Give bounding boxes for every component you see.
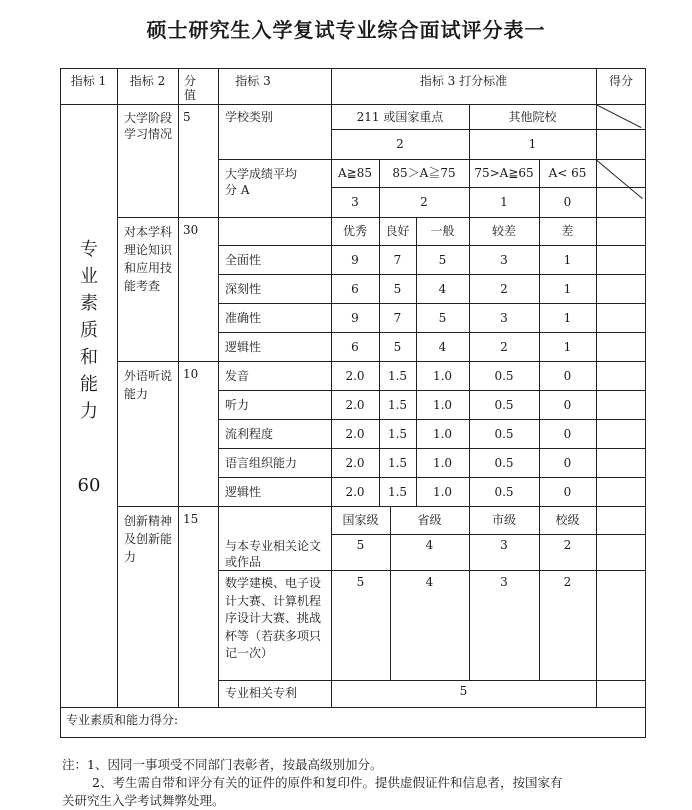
criterion-value: 1.5 xyxy=(387,485,408,499)
criterion-value: 1.5 xyxy=(387,456,408,470)
language-score: 10 xyxy=(183,367,199,381)
criterion-value: 1.0 xyxy=(432,456,453,470)
level-excellent: 优秀 xyxy=(342,224,367,238)
criterion-value: 0 xyxy=(563,485,572,499)
criterion-value: 5 xyxy=(393,282,402,296)
gpa-val: 3 xyxy=(351,195,359,209)
criterion-name: 语言组织能力 xyxy=(225,456,298,470)
criterion-value: 9 xyxy=(351,311,359,325)
page-title: 硕士研究生入学复试专业综合面试评分表一 xyxy=(146,18,546,42)
gpa-col: A< 65 xyxy=(548,166,587,180)
innovation-label: 创新精神及创新能力 xyxy=(124,514,173,564)
criterion-value: 0.5 xyxy=(494,398,514,412)
level-good: 良好 xyxy=(385,224,410,238)
gpa-val: 2 xyxy=(420,195,428,209)
school-col-other: 其他院校 xyxy=(508,110,557,124)
criterion-value: 3 xyxy=(500,253,508,267)
criterion-value: 6 xyxy=(351,340,359,354)
contest-value: 5 xyxy=(356,575,365,589)
criterion-value: 1.0 xyxy=(432,398,453,412)
paper-label: 与本专业相关论文或作品 xyxy=(225,539,322,569)
note-line-2: 2、考生需自带和评分有关的证件的原件和复印件。提供虚假证件和信息者，按国家有 xyxy=(92,775,563,790)
study-label: 大学阶段学习情况 xyxy=(124,111,173,141)
criterion-value: 1.5 xyxy=(387,398,408,412)
criterion-value: 3 xyxy=(500,311,508,325)
criterion-value: 2 xyxy=(500,282,508,296)
criterion-value: 0.5 xyxy=(494,369,514,383)
school-val-key: 2 xyxy=(396,137,404,151)
criterion-value: 2.0 xyxy=(345,398,365,412)
criterion-value: 1 xyxy=(563,253,572,267)
school-type-label: 学校类别 xyxy=(225,110,274,124)
criterion-value: 0 xyxy=(563,398,572,412)
criterion-value: 0.5 xyxy=(494,485,514,499)
header-indicator-3: 指标 3 xyxy=(235,74,271,88)
criterion-value: 1.5 xyxy=(387,369,408,383)
header-scoring-standard: 指标 3 打分标准 xyxy=(419,74,508,88)
note-line-3: 关研究生入学考试舞弊处理。 xyxy=(62,793,225,808)
gpa-col: 75>A≧65 xyxy=(474,166,534,180)
criterion-value: 0 xyxy=(563,427,572,441)
criterion-value: 7 xyxy=(393,253,402,267)
criterion-value: 1.0 xyxy=(432,369,453,383)
contest-value: 4 xyxy=(425,575,434,589)
criterion-name: 逻辑性 xyxy=(225,340,262,354)
criterion-value: 1.5 xyxy=(387,427,408,441)
school-val-other: 1 xyxy=(528,137,537,151)
criterion-value: 2.0 xyxy=(345,456,365,470)
category-char: 质 xyxy=(80,320,98,341)
level-average: 一般 xyxy=(430,224,455,238)
criterion-value: 4 xyxy=(438,282,447,296)
criterion-value: 1 xyxy=(563,340,572,354)
paper-value: 2 xyxy=(563,538,572,552)
language-label: 外语听说能力 xyxy=(124,369,173,401)
header-indicator-2: 指标 2 xyxy=(129,74,166,88)
category-char: 业 xyxy=(80,266,98,287)
innovation-score: 15 xyxy=(183,512,199,526)
contest-value: 3 xyxy=(500,575,508,589)
school-col-key: 211 或国家重点 xyxy=(356,110,444,124)
category-score: 60 xyxy=(77,475,101,496)
criterion-value: 0.5 xyxy=(494,427,514,441)
category-char: 专 xyxy=(80,239,98,260)
level-city: 市级 xyxy=(491,513,516,527)
level-school: 校级 xyxy=(555,513,580,527)
total-score-label: 专业素质和能力得分: xyxy=(66,713,179,727)
criterion-value: 5 xyxy=(393,340,402,354)
study-score: 5 xyxy=(183,110,191,124)
patent-value: 5 xyxy=(459,684,468,698)
paper-value: 4 xyxy=(425,538,434,552)
level-bad: 差 xyxy=(561,224,574,238)
criterion-value: 5 xyxy=(438,311,447,325)
criterion-value: 2.0 xyxy=(345,485,365,499)
theory-score: 30 xyxy=(183,223,199,237)
contest-label: 数学建模、电子设计大赛、计算机程序设计大赛、挑战杯等（若获多项只记一次） xyxy=(225,576,322,660)
level-poor: 较差 xyxy=(491,224,516,238)
header-indicator-1: 指标 1 xyxy=(70,74,107,88)
criterion-value: 1 xyxy=(563,311,572,325)
criterion-value: 0 xyxy=(563,369,572,383)
theory-label: 对本学科理论知识和应用技能考查 xyxy=(124,225,173,293)
criterion-name: 准确性 xyxy=(225,311,262,325)
header-score-obtained: 得分 xyxy=(608,74,633,88)
criterion-name: 流利程度 xyxy=(225,427,274,441)
category-char: 和 xyxy=(80,347,98,368)
patent-label: 专业相关专利 xyxy=(225,686,298,700)
paper-value: 5 xyxy=(356,538,365,552)
note-line-1: 注：1、因同一事项受不同部门表彰者，按最高级别加分。 xyxy=(62,757,383,772)
gpa-val: 1 xyxy=(500,195,508,209)
category-char: 素 xyxy=(80,293,98,314)
criterion-value: 1.0 xyxy=(432,427,453,441)
category-char: 能 xyxy=(80,374,98,395)
criterion-value: 1 xyxy=(563,282,572,296)
level-provincial: 省级 xyxy=(417,513,442,527)
criterion-name: 全面性 xyxy=(225,253,262,267)
category-char: 力 xyxy=(80,401,98,422)
criterion-value: 0 xyxy=(563,456,572,470)
criterion-value: 2.0 xyxy=(345,369,365,383)
criterion-name: 发音 xyxy=(225,369,250,383)
gpa-col: 85＞A≧75 xyxy=(392,166,456,180)
criterion-value: 7 xyxy=(393,311,402,325)
contest-value: 2 xyxy=(563,575,572,589)
gpa-val: 0 xyxy=(563,195,572,209)
criterion-value: 2.0 xyxy=(345,427,365,441)
paper-value: 3 xyxy=(500,538,508,552)
gpa-col: A≧85 xyxy=(338,166,372,180)
criterion-name: 逻辑性 xyxy=(225,485,262,499)
criterion-value: 6 xyxy=(351,282,359,296)
criterion-value: 4 xyxy=(438,340,447,354)
header-score-value: 分值 xyxy=(184,74,197,102)
criterion-name: 听力 xyxy=(225,398,250,412)
criterion-value: 2 xyxy=(500,340,508,354)
criterion-value: 9 xyxy=(351,253,359,267)
gpa-label: 大学成绩平均分 A xyxy=(225,167,298,197)
criterion-name: 深刻性 xyxy=(225,282,262,296)
criterion-value: 0.5 xyxy=(494,456,514,470)
criterion-value: 5 xyxy=(438,253,447,267)
level-national: 国家级 xyxy=(342,513,379,527)
criterion-value: 1.0 xyxy=(432,485,453,499)
